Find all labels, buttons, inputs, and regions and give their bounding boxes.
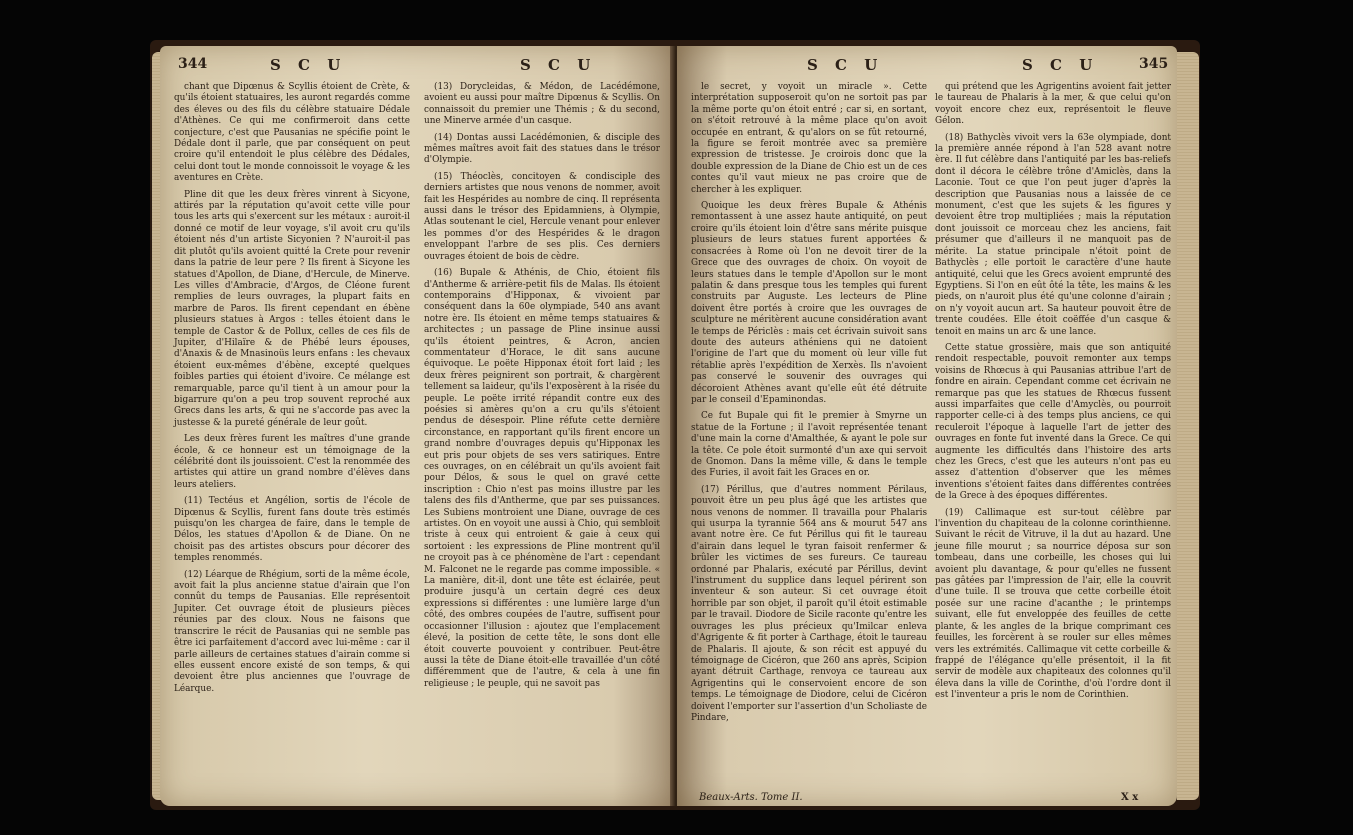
- paragraph: (15) Théoclès, concitoyen & condisciple des derniers artistes que nous venons de nommer, avoit fait les Hespérides au nombre de cinq. Il représenta aussi dans le trésor des Epidamniens, à Olympie, Atlas soutenant le ciel, Hercule venant pour enlever les pommes d'or des Hespérides & le dragon enveloppant l'arbre de ses plis. Ces derniers ouvrages étoient de bois de cèdre.: [424, 171, 660, 262]
- text-column-1: [174, 82, 410, 700]
- paragraph: (16) Bupale & Athénis, de Chio, étoient fils d'Anthermе & arrière-petit fils de Malas. Ils étoient contemporains d'Hipponax, & vivoient par conséquent dans la 60e olympiade, 540 ans avant notre ère. Ils étoient en même temps statuaires & architectes ; un passage de Pline insinue aussi qu'ils étoient peintres, & Acron, ancien commentateur d'Horace, le dit sans aucune équivoque. Le poëte Hipponax étoit fort laid ; les deux frères peignirent son portrait, & chargèrent tellement sa laideur, qu'ils l'exposèrent à la risée du peuple. Le poëte irrité répandit contre eux des poésies si amères qu'on a cru qu'ils s'étoient pendus de désespoir. Pline réfute cette dernière circonstance, en rapportant qu'ils firent encore un grand nombre d'ouvrages depuis qu'Hipponax les eut pris pour objets de ses vers satiriques. Entre ces ouvrages, on en célébrait un qu'ils avoient fait pour Délos, & sous le quel on gravé cette inscription : Chio n'est pas moins illustre par les talens des fils d'Anthermе, que par ses puissances. Les Subiens montroient une Diane, ouvrage de ces artistes. On en voyoit une aussi à Chio, qui sembloit triste à ceux qui entroient & gaie à ceux qui sortoient : les expressions de Pline montrent qu'il ne croyoit pas à ce phénomène de l'art : cependant M. Falconet ne le regarde pas comme impossible. « La manière, dit-il, dont une tête est éclairée, peut produire jusqu'à un certain degré ces deux expressions si différentes : une lumière large d'un côté, des ombres coupées de l'autre, suffisent pour occasionner l'illusion : ajoutez que l'emplacement élevé, la position de cette tête, le sons dont elle étoit couverte pouvoient y contribuer. Peut-être aussi la tête de Diane étoit-elle travaillée d'un côté différemment que de l'autre, & cela à une fin religieuse ; le peuple, qui ne savoit pas: [424, 268, 660, 689]
- paragraph: (14) Dontas aussi Lacédémonien, & disciple des mêmes maîtres avoit fait des statues dans le trésor d'Olympie.: [424, 132, 660, 166]
- signature-mark: X x: [1121, 792, 1139, 803]
- paragraph: (12) Léarque de Rhégium, sorti de la même école, avoit fait la plus ancienne statue d'airain que l'on connût du temps de Pausanias. Elle représentoit Jupiter. Cet ouvrage étoit de plusieurs pièces réunies par des cloux. Nous ne faisons que transcrire le récit de Pausanias qui ne semble pas être ici parfaitement d'accord avec lui-même : car il parle ailleurs de certaines statues d'airain comme si elles eussent encore existé de son temps, & qui devoient être plus anciennes que l'ouvrage de Léarque.: [174, 569, 410, 694]
- page-edges-right: [1177, 52, 1199, 800]
- paragraph: qui prétend que les Agrigentins avoient fait jetter le taureau de Phalaris à la mer, & que celui qu'on voyoit encore chez eux, représentoit le fleuve Gélon.: [935, 82, 1171, 127]
- paragraph: (13) Dorycleidas, & Médon, de Lacédémone, avoient eu aussi pour maître Dipœnus & Scyllis. On connaissoit du premier une Thémis ; & du second, une Minerve armée d'un casque.: [424, 82, 660, 127]
- paragraph: (17) Périllus, que d'autres nomment Périlaus, pouvoit être un peu plus âgé que les artistes que nous venons de nommer. Il travailla pour Phalaris qui usurpa la tyrannie 564 ans & mourut 547 ans avant notre ère. Ce fut Périllus qui fit le taureau d'airain dans lequel le tyran faisoit renfermer & brûler les victimes de ses fureurs. Ce taureau ordonné par Phalaris, exécuté par Périllus, devint l'instrument du supplice dans lequel périrent son inventeur & son auteur. Si cet ouvrage étoit horrible par son objet, il paroît qu'il étoit estimable par le travail. Diodore de Sicile raconte qu'entre les ouvrages les plus précieux qu'Imilcar enleva d'Agrigente & fit porter à Carthage, étoit le taureau de Phalaris. Il ajoute, & son récit est appuyé du témoignage de Cicéron, que 260 ans après, Scipion ayant détruit Carthage, renvoya ce taureau aux Agrigentins qui le conservoient encore de son temps. Le témoignage de Diodore, celui de Cicéron doivent l'emporter sur l'assertion d'un Scholiaste de Pindare,: [691, 484, 927, 723]
- paragraph: (11) Tectéus et Angélion, sortis de l'école de Dipœnus & Scyllis, furent fans doute très estimés puisqu'on les chargea de faire, dans le temple de Délos, les statues d'Apollon & de Diane. On ne choisit pas des artistes obscurs pour décorer des temples renommés.: [174, 496, 410, 564]
- paragraph: (19) Callimaque est sur-tout célèbre par l'invention du chapiteau de la colonne corinthienne. Suivant le récit de Vitruve, il la dut au hazard. Une jeune fille mourut ; sa nourrice déposa sur son tombeau, dans une corbeille, les choses qui lui avoient plu davantage, & pour qu'elles ne fussent pas gâtées par l'impression de l'air, elle la couvrit d'une tuile. Il se trouva que cette corbeille étoit posée sur une racine d'acanthe ; le printemps suivant, elle fut enveloppée des feuilles de cette plante, & les angles de la brique comprimant ces feuilles, les forcèrent à se rouler sur elles mêmes vers les extrémités. Callimaque vit cette corbeille & frappé de l'élégance qu'elle présentoit, il la fit servir de modèle aux chapiteaux des colonnes qu'il éleva dans la ville de Corinthe, d'où l'ordre dont il est l'inventeur a pris le nom de Corinthien.: [935, 507, 1171, 701]
- paragraph: Ce fut Bupale qui fit le premier à Smyrne un statue de la Fortune ; il l'avoit représentée tenant d'une main la corne d'Amalthée, & ayant le pole sur la tête. Ce pole étoit surmonté d'un axe qui servoit de Gnomon. Dans la même ville, & dans le temple des Furies, il avoit fait les Graces en or.: [691, 411, 927, 479]
- right-page: [677, 46, 1177, 806]
- volume-footer: Beaux-Arts. Tome II.: [699, 792, 803, 803]
- paragraph: Les deux frères furent les maîtres d'une grande école, & ce honneur est un témoignage de la célébrité dont ils jouissoient. C'est la renommée des artistes qui attire un grand nombre d'élèves dans leurs ateliers.: [174, 434, 410, 490]
- running-head: S C U: [520, 56, 597, 74]
- paragraph: Pline dit que les deux frères vinrent à Sicyone, attirés par la réputation qu'avoit cette ville pour tous les arts qui s'exercent sur les métaux : auroit-il donné ce motif de leur voyage, s'il avoit cru qu'ils étoient nés d'un artiste Sicyonien ? N'auroit-il pas dit plutôt qu'ils avoient quitté la Crete pour revenir dans la patrie de leur pere ? Ils firent à Sicyone les statues d'Apollon, de Diane, d'Hercule, de Minerve. Les villes d'Ambracie, d'Argos, de Cléone furent remplies de leurs ouvrages, la plupart faits en marbre de Paros. Ils firent cependant en ébène plusieurs statues à Argos : telles étoient dans le temple de Castor & de Pollux, celles de ces fils de Jupiter, d'Hilaïre & de Phébé leurs épouses, d'Anaxis & de Mnasinoüs leurs enfans : les chevaux étoient eux-mêmes d'ébène, excepté quelques foibles parties qui étoient d'ivoire. Ce mélange est remarquable, parce qu'il tient à un amour pour la bigarrure qu'on a peu trop souvent reproché aux Grecs dans les arts, & qui ne s'accorde pas avec la justesse & la pureté générale de leur goût.: [174, 189, 410, 428]
- paragraph: (18) Bathyclès vivoit vers la 63e olympiade, dont la première année répond à l'an 528 avant notre ère. Il fut célèbre dans l'antiquité par les bas-reliefs dont il décora le célèbre trône d'Amiclès, dans la Laconie. Tout ce que l'on peut juger d'après la description que Pausanias nous a laissée de ce monument, c'est que les sujets & les figures y devoient être trop multipliées ; mais la réputation dont jouissoit ce morceau chez les anciens, fait présumer que d'ailleurs il ne manquoit pas de mérite. La statue principale n'étoit point de Bathyclès ; elle portoit le caractère d'une haute antiquité, celui que les Grecs avoient emprunté des Egyptiens. Si l'on en eût ôté la tête, les mains & les pieds, on n'auroit plus été qu'une colonne d'airain ; on n'y voyoit aucun art. Sa hauteur pouvoit être de trente coudées. Elle étoit coëffée d'un casque & tenoit en mains un arc & une lance.: [935, 132, 1171, 337]
- page-number: 345: [1139, 56, 1169, 72]
- paragraph: chant que Dipœnus & Scyllis étoient de Crète, & qu'ils étoient statuaires, les auront regardés comme des éleves ou des fils du célèbre statuaire Dédale d'Athènes. Ce qui me confirmeroit dans cette conjecture, c'est que Pausanias ne spécifie point le Dédale dont il parle, que par conséquent on peut croire qu'il entendoit le plus célèbre des Dédales, celui dont tout le monde connoissoit le voyage & les aventures en Crète.: [174, 82, 410, 184]
- left-page: [160, 46, 675, 806]
- paragraph: Quoique les deux frères Bupale & Athénis remontassent à une assez haute antiquité, on peut croire qu'ils étoient loin d'être sans mérite puisque plusieurs de leurs statues furent apportées & consacrées à Rome où l'on ne devoit tirer de la Grece que des ouvrages de choix. On voyoit de leurs statues dans le temple d'Apollon sur le mont palatin & dans presque tous les temples qui furent construits par Auguste. Les lecteurs de Pline doivent être portés à croire que les ouvrages de sculpture ne méritèrent aucune considération avant le temps de Périclès : mais cet écrivain suivoit sans doute des auteurs athéniens qui ne datoient l'origine de l'art que du moment où leur ville fut rétablie après l'expédition de Xerxès. Ils n'avoient pas conservé le souvenir des ouvrages qui décoroient Athènes avant qu'elle eût été détruite par le conseil d'Epaminondas.: [691, 201, 927, 405]
- running-head: S C U: [270, 56, 347, 74]
- paragraph: le secret, y voyoit un miracle ». Cette interprétation supposeroit qu'on ne sortoit pas par la même porte qu'on étoit entré ; car si, en sortant, on s'étoit retrouvé à la même place qu'on avoit occupée en entrant, & qu'alors on se fût retourné, la figure se feroit montrée avec sa première expression de tristesse. Je croirois donc que la double expression de la Diane de Chio est un de ces contes qu'il vaut mieux ne pas croire que de chercher à les expliquer.: [691, 82, 927, 195]
- text-column-1: [691, 82, 927, 729]
- running-head: S C U: [1022, 56, 1099, 74]
- text-column-2: [424, 82, 660, 695]
- text-column-2: [935, 82, 1171, 707]
- paragraph: Cette statue grossière, mais que son antiquité rendoit respectable, pouvoit remonter aux temps voisins de Rhœcus à qui Pausanias attribue l'art de fondre en airain. Cependant comme cet écrivain ne remarque pas que les statues de Rhœcus fussent aussi imparfaites que celle d'Amyclès, ou pourroit rapporter celle-ci à des temps plus anciens, ce qui reculeroit l'époque à laquelle l'art de jetter des ouvrages en fonte fut inventé dans la Grece. Ce qui augmente les difficultés dans l'histoire des arts chez les Grecs, c'est que les auteurs n'ont pas eu assez d'attention d'observer que les mêmes inventions s'étoient faites dans différentes contrées de la Grece à des époques différentes.: [935, 342, 1171, 502]
- page-number: 344: [178, 56, 208, 72]
- running-head: S C U: [807, 56, 884, 74]
